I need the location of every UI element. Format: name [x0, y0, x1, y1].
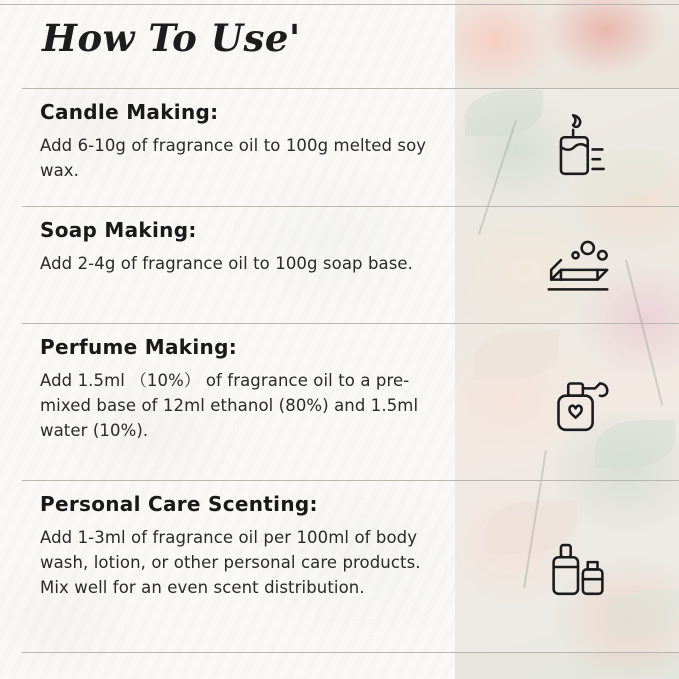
divider-top [0, 4, 679, 5]
section-candle-making [40, 100, 440, 183]
divider-4 [22, 480, 679, 481]
divider-5 [22, 652, 679, 653]
soap-bar-icon [535, 222, 621, 308]
page-title: How To Use' [42, 16, 301, 60]
divider-2 [22, 206, 679, 207]
section-perfume-making [40, 335, 440, 443]
section-heading: Candle Making: [40, 100, 219, 124]
section-heading: Soap Making: [40, 218, 197, 242]
section-body: Add 6-10g of fragrance oil to 100g melted soy wax. [40, 136, 427, 181]
section-heading: Perfume Making: [40, 335, 237, 359]
section-body: Add 1.5ml （10%） of fragrance oil to a pre-mixed base of 12ml ethanol (80%) and 1.5ml water (10%). [40, 371, 419, 441]
section-body: Add 2-4g of fragrance oil to 100g soap base. [40, 254, 414, 273]
section-body: Add 1-3ml of fragrance oil per 100ml of body wash, lotion, or other personal care products. Mix well for an even scent distribution. [40, 528, 421, 598]
divider-1 [22, 88, 679, 89]
candle-icon [535, 104, 621, 190]
section-soap-making [40, 218, 440, 276]
section-heading: Personal Care Scenting: [40, 492, 318, 516]
perfume-bottle-icon [535, 360, 621, 446]
lotion-bottles-icon [535, 524, 621, 610]
section-personal-care-scenting [40, 492, 440, 600]
divider-3 [22, 323, 679, 324]
